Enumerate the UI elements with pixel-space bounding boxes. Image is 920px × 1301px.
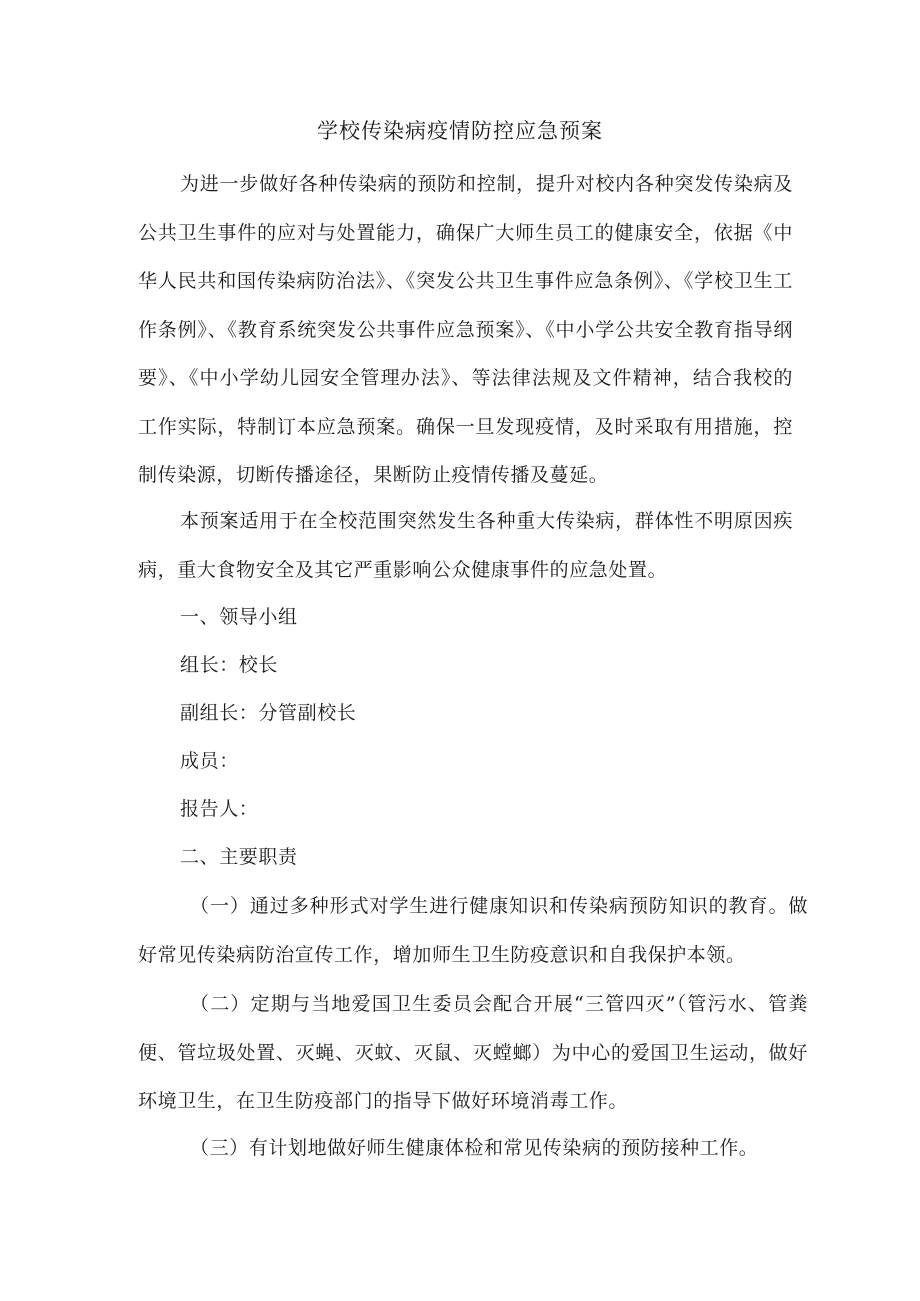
scope-paragraph: 本预案适用于在全校范围突然发生各种重大传染病，群体性不明原因疾病，重大食物安全及其它严重影响公众健康事件的应急处置。 bbox=[138, 510, 793, 581]
document-title: 学校传染病疫情防控应急预案 bbox=[317, 119, 603, 143]
intro-paragraph: 为进一步做好各种传染病的预防和控制，提升对校内各种突发传染病及公共卫生事件的应对与处置能力，确保广大师生员工的健康安全，依据《中华人民共和国传染病防治法》、《突发公共卫生事件应急条例》、《学校卫生工作条例》、《教育系统突发公共事件应急预案》、《中小学公共安全教育指导纲要》、《中小学幼儿园安全管理办法》、等法律法规及文件精神，结合我校的工作实际，特制订本应急预案。确保一旦发现疫情，及时采取有用措施，控制传染源，切断传播途径，果断防止疫情传播及蔓延。 bbox=[138, 173, 793, 486]
reporter-line: 报告人： bbox=[180, 798, 259, 820]
leader-line: 组长：校长 bbox=[180, 654, 279, 676]
deputy-leader-line: 副组长：分管副校长 bbox=[180, 702, 357, 724]
section-heading-leadership-group: 一、领导小组 bbox=[180, 606, 298, 628]
section-heading-main-duties: 二、主要职责 bbox=[180, 846, 298, 868]
members-line: 成员： bbox=[180, 750, 239, 772]
duty-paragraph-2: （二）定期与当地爱国卫生委员会配合开展“三管四灭”（管污水、管粪便、管垃圾处置、灭蝇、灭蚊、灭鼠、灭螳螂）为中心的爱国卫生运动，做好环境卫生，在卫生防疫部门的指导下做好环境消毒工作。 bbox=[138, 993, 808, 1112]
duty-paragraph-3: （三）有计划地做好师生健康体检和常见传染病的预防接种工作。 bbox=[190, 1137, 759, 1159]
duty-paragraph-1: （一）通过多种形式对学生进行健康知识和传染病预防知识的教育。做好常见传染病防治宣传工作，增加师生卫生防疫意识和自我保护本领。 bbox=[138, 895, 808, 966]
